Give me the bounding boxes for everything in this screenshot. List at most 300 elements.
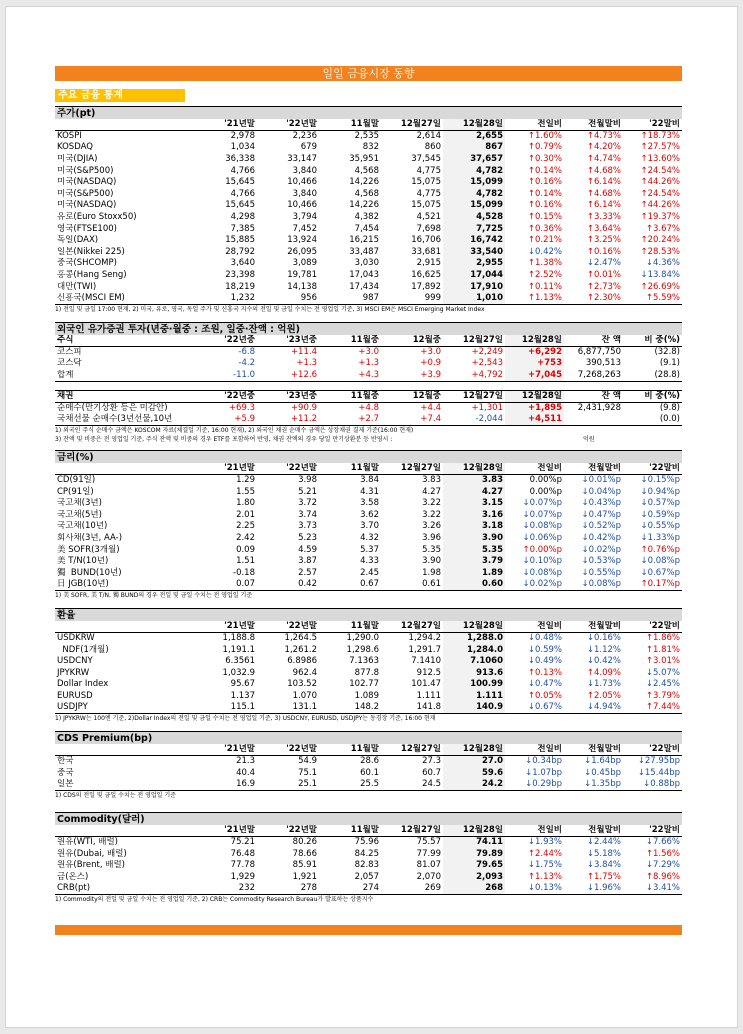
value-cell: 60.1 xyxy=(360,767,379,778)
value-cell: 3.22 xyxy=(422,509,441,520)
value-cell: 6.3561 xyxy=(225,656,255,667)
change-cell: ↑0.79% xyxy=(527,142,562,153)
change-cell: ↓0.47%p xyxy=(581,509,621,520)
change-cell: ↓0.47% xyxy=(527,679,562,690)
column-header: '22년말 xyxy=(257,744,319,756)
rates-section xyxy=(55,450,682,600)
value-cell: 75.96 xyxy=(354,837,379,848)
value-cell: 867 xyxy=(443,142,505,154)
cds-note: 1) CDS의 전일 및 금일 수치는 전 영업일 기준 xyxy=(55,792,176,800)
value-cell: 148.2 xyxy=(319,702,381,714)
value-cell: 85.91 xyxy=(292,860,317,871)
row-label: 코스닥 xyxy=(57,358,82,369)
change-cell: ↓0.55%p xyxy=(640,521,680,532)
foreign-investment-section xyxy=(55,322,682,444)
value-cell: 2,655 xyxy=(443,131,505,143)
value-cell: 25.5 xyxy=(319,779,381,791)
change-cell: ↓0.67%p xyxy=(640,567,680,578)
row-label: 일본(Nikkei 225) xyxy=(57,246,125,257)
row-label: 독일(DAX) xyxy=(57,235,99,246)
value-cell: 2,070 xyxy=(416,871,441,882)
value-cell: 25.1 xyxy=(257,779,319,791)
column-header: '22년중 xyxy=(195,390,257,402)
table-header-row xyxy=(55,119,682,131)
change-cell: ↑0.17%p xyxy=(623,579,682,591)
value-cell: 7,698 xyxy=(416,223,441,234)
value-cell: 15,099 xyxy=(443,200,505,212)
value-cell: 3.98 xyxy=(298,475,317,486)
column-header: 12월28일 xyxy=(443,825,505,837)
change-cell: ↓0.42% xyxy=(527,246,562,257)
value-cell: 3.16 xyxy=(443,509,505,521)
table-header-row xyxy=(55,621,682,633)
value-cell: 4,782 xyxy=(443,189,505,201)
cds-table xyxy=(55,744,682,791)
table-row xyxy=(55,235,682,247)
value-cell: 24.2 xyxy=(443,779,505,791)
table-row xyxy=(55,691,682,703)
column-header: '22년말 xyxy=(257,463,319,475)
change-cell: ↑3.33% xyxy=(586,212,621,223)
stock-section-header: 주가(pt) xyxy=(55,106,682,119)
column-header: '22말비 xyxy=(623,119,682,131)
value-cell: 1,298.6 xyxy=(346,644,379,655)
table-row xyxy=(55,223,682,235)
change-cell: ↓7.66% xyxy=(645,837,680,848)
table-row xyxy=(55,837,682,849)
value-cell: 17,043 xyxy=(349,270,379,281)
change-cell: ↓1.93% xyxy=(527,837,562,848)
change-cell: ↑4.20% xyxy=(586,142,621,153)
value-cell: 832 xyxy=(362,142,379,153)
value-cell: 987 xyxy=(319,293,381,305)
table-row xyxy=(55,633,682,645)
change-cell: ↓0.16% xyxy=(586,633,621,644)
table-row xyxy=(55,667,682,679)
table-row xyxy=(55,860,682,872)
value-cell: 4,382 xyxy=(354,212,379,223)
value-cell: 4,298 xyxy=(230,212,255,223)
column-header: 전일비 xyxy=(505,621,564,633)
column-header: '22말비 xyxy=(623,621,682,633)
change-cell: ↑44.26% xyxy=(640,200,680,211)
value-cell: 35,951 xyxy=(349,154,379,165)
table-row xyxy=(55,521,682,533)
value-cell: 15,645 xyxy=(225,177,255,188)
column-header: 비 중(%) xyxy=(623,390,682,402)
change-cell: ↓1.33%p xyxy=(640,532,680,543)
value-cell: 1.55 xyxy=(236,486,255,497)
value-cell: 4,766 xyxy=(230,188,255,199)
value-cell: 7.1363 xyxy=(349,656,379,667)
value-cell: 5.35 xyxy=(422,544,441,555)
column-header: '21년말 xyxy=(195,621,257,633)
value-cell: 7,725 xyxy=(443,223,505,235)
table-row xyxy=(55,177,682,189)
row-label: 국채선물 순매수(3년선물,10년 xyxy=(55,414,195,426)
row-label: 미국(S&P500) xyxy=(57,188,114,199)
value-cell: 0.07 xyxy=(195,579,257,591)
value-cell: 3.84 xyxy=(360,475,379,486)
value-cell: 15,075 xyxy=(411,177,441,188)
value-cell: -11.0 xyxy=(195,370,257,382)
change-cell: ↑1.56% xyxy=(645,848,680,859)
change-cell: ↑2.30% xyxy=(564,293,623,305)
change-cell: ↑4.68% xyxy=(586,165,621,176)
value-cell: 2,915 xyxy=(416,258,441,269)
change-cell: ↑1.13% xyxy=(527,871,562,882)
stock-table xyxy=(55,119,682,305)
change-cell: ↓1.75% xyxy=(527,860,562,871)
value-cell: 7,385 xyxy=(230,223,255,234)
value-cell: 10,466 xyxy=(287,177,317,188)
value-cell: 4,521 xyxy=(416,212,441,223)
value-cell: 16,742 xyxy=(443,235,505,247)
value-cell: 390,513 xyxy=(585,358,621,369)
change-cell: ↓1.64bp xyxy=(584,756,621,767)
value-cell: 5.37 xyxy=(360,544,379,555)
value-cell: 1,010 xyxy=(443,293,505,305)
value-cell: 14,226 xyxy=(349,177,379,188)
table-header-row xyxy=(55,744,682,756)
value-cell: +0.9 xyxy=(420,358,441,369)
value-cell: 19,781 xyxy=(287,270,317,281)
change-cell: ↑19.37% xyxy=(640,212,680,223)
value-cell: 95.67 xyxy=(230,679,255,690)
table-row xyxy=(55,533,682,545)
value-cell: 54.9 xyxy=(298,756,317,767)
column-header: 12월28일 xyxy=(443,119,505,131)
value-cell: 40.4 xyxy=(236,767,255,778)
table-row xyxy=(55,848,682,860)
table-row xyxy=(55,544,682,556)
value-cell: 3.90 xyxy=(443,533,505,545)
table-header-row xyxy=(55,335,682,347)
change-cell: ↓0.29bp xyxy=(505,779,564,791)
table-row xyxy=(55,756,682,768)
row-label: EURUSD xyxy=(57,690,93,701)
change-cell: ↓2.45% xyxy=(645,679,680,690)
table-row xyxy=(55,883,682,895)
column-header: 11월중 xyxy=(319,390,381,402)
change-cell: ↓3.84% xyxy=(586,860,621,871)
commodity-table xyxy=(55,825,682,895)
value-cell: 79.89 xyxy=(443,848,505,860)
value-cell: 860 xyxy=(424,142,441,153)
header-blank-cell xyxy=(55,744,195,756)
change-cell: ↓0.01%p xyxy=(581,475,621,486)
column-header: 11월말 xyxy=(319,621,381,633)
value-cell: 2,431,928 xyxy=(577,402,621,413)
change-cell: ↑1.60% xyxy=(527,131,562,142)
table-row xyxy=(55,679,682,691)
change-cell: ↓0.13% xyxy=(505,883,564,895)
value-cell: +753 xyxy=(505,358,564,370)
table-row xyxy=(55,200,682,212)
table-row xyxy=(55,370,682,382)
value-cell: 1.111 xyxy=(443,691,505,703)
change-cell: ↑1.13% xyxy=(505,293,564,305)
value-cell: 24.5 xyxy=(381,779,443,791)
change-cell: ↑24.54% xyxy=(640,165,680,176)
change-cell: ↑24.54% xyxy=(640,188,680,199)
value-cell: 1,290.0 xyxy=(346,633,379,644)
value-cell: (32.8) xyxy=(654,347,680,358)
value-cell: 3,640 xyxy=(230,258,255,269)
value-cell: 3,840 xyxy=(292,188,317,199)
column-header: 12월27일 xyxy=(381,744,443,756)
change-cell: ↓0.52%p xyxy=(581,521,621,532)
value-cell: +3.9 xyxy=(381,370,443,382)
value-cell: -2,044 xyxy=(443,414,505,426)
row-label: 영국(FTSE100) xyxy=(57,223,117,234)
fx-note: 1) JPYKRW는 100엔 기준, 2)Dollar Index의 전일 및 금일 수치는 전 영업일 기준, 3) USDCNY, EURUSD, USDJPY는 동경장 기준, 16:00 현재 xyxy=(55,715,436,723)
value-cell: 278 xyxy=(257,883,319,895)
value-cell: 1,261.2 xyxy=(284,644,317,655)
rates-table xyxy=(55,463,682,591)
table-header-row xyxy=(55,463,682,475)
column-header: '21년말 xyxy=(195,744,257,756)
change-cell: ↓0.57%p xyxy=(640,498,680,509)
row-label: 홍콩(Hang Seng) xyxy=(57,270,127,281)
value-cell: 115.1 xyxy=(195,702,257,714)
value-cell: 101.47 xyxy=(411,679,441,690)
value-cell: 6.8986 xyxy=(287,656,317,667)
value-cell: +69.3 xyxy=(228,402,255,413)
value-cell: +6,292 xyxy=(505,347,564,359)
change-cell: ↓0.43%p xyxy=(581,498,621,509)
row-label: 유로(Euro Stoxx50) xyxy=(57,212,137,223)
value-cell: 75.21 xyxy=(230,837,255,848)
value-cell: 3,030 xyxy=(354,258,379,269)
change-cell: ↓0.59% xyxy=(527,644,562,655)
row-label: 獨 BUND(10년) xyxy=(57,567,122,578)
change-cell: ↓7.29% xyxy=(645,860,680,871)
value-cell: 26,095 xyxy=(287,246,317,257)
column-header: 11월말 xyxy=(319,463,381,475)
column-header: '22년중 xyxy=(195,335,257,347)
value-cell: 3.90 xyxy=(422,556,441,567)
change-cell: 0.00%p xyxy=(529,475,562,486)
column-header: '22말비 xyxy=(623,463,682,475)
value-cell: +4.8 xyxy=(358,402,379,413)
value-cell: 76.48 xyxy=(230,848,255,859)
column-header: 잔 액 xyxy=(564,335,623,347)
change-cell: ↑1.86% xyxy=(645,633,680,644)
value-cell: 4,775 xyxy=(416,188,441,199)
change-cell: ↑2.44% xyxy=(527,848,562,859)
value-cell: +11.2 xyxy=(257,414,319,426)
change-cell: ↓5.18% xyxy=(586,848,621,859)
value-cell: +90.9 xyxy=(290,402,317,413)
value-cell: 3.87 xyxy=(298,556,317,567)
report-content xyxy=(55,66,682,904)
fx-table xyxy=(55,621,682,714)
table-header-row xyxy=(55,825,682,837)
value-cell: 15,075 xyxy=(411,200,441,211)
column-header: 11월말 xyxy=(319,744,381,756)
change-cell: ↑0.13% xyxy=(527,667,562,678)
value-cell: 60.7 xyxy=(422,767,441,778)
row-label: KOSDAQ xyxy=(57,142,93,153)
value-cell: 1,188.8 xyxy=(222,633,255,644)
column-header: 12월중 xyxy=(381,390,443,402)
change-cell: ↑3.67% xyxy=(645,223,680,234)
value-cell: 79.65 xyxy=(443,860,505,872)
change-cell: ↓4.94% xyxy=(564,702,623,714)
column-header: 12월27일 xyxy=(443,335,505,347)
row-label: Dollar Index xyxy=(57,679,109,690)
value-cell: 1,929 xyxy=(230,871,255,882)
value-cell: 75.57 xyxy=(416,837,441,848)
change-cell: ↓0.07%p xyxy=(522,509,562,520)
commodity-section-header: Commodity(달러) xyxy=(55,812,682,825)
column-header: '23년중 xyxy=(257,390,319,402)
row-label: 코스피 xyxy=(57,347,82,358)
value-cell: -6.8 xyxy=(238,347,255,358)
table-row xyxy=(55,702,682,714)
change-cell: ↓0.45bp xyxy=(584,767,621,778)
value-cell: 956 xyxy=(257,293,319,305)
value-cell: 14,138 xyxy=(287,281,317,292)
column-header: 전월말비 xyxy=(564,744,623,756)
row-label: 국고채(10년) xyxy=(57,521,108,532)
change-cell: ↑1.81% xyxy=(645,644,680,655)
value-cell: 7,452 xyxy=(292,223,317,234)
change-cell: ↑6.14% xyxy=(586,200,621,211)
value-cell: 14,226 xyxy=(349,200,379,211)
change-cell: ↑7.44% xyxy=(623,702,682,714)
column-header: 채권 xyxy=(55,390,195,402)
value-cell: +4,792 xyxy=(443,370,505,382)
rates-section-header: 금리(%) xyxy=(55,450,682,463)
value-cell: 7,268,263 xyxy=(564,370,623,382)
change-cell: ↓0.08%p xyxy=(522,567,562,578)
value-cell: 1.070 xyxy=(292,690,317,701)
change-cell: ↑18.73% xyxy=(640,131,680,142)
value-cell: +1,301 xyxy=(471,402,503,413)
row-label: CD(91일) xyxy=(57,475,96,486)
value-cell: 3.62 xyxy=(360,509,379,520)
change-cell: ↓2.44% xyxy=(586,837,621,848)
row-label: 일본 xyxy=(55,779,195,791)
change-cell: ↓3.41% xyxy=(623,883,682,895)
row-label: 금(온스) xyxy=(57,871,89,882)
value-cell: 4.31 xyxy=(360,486,379,497)
value-cell: 4,528 xyxy=(443,212,505,224)
column-header: 12월27일 xyxy=(381,119,443,131)
value-cell: 913.6 xyxy=(443,667,505,679)
value-cell: +3.0 xyxy=(358,347,379,358)
change-cell: ↑0.21% xyxy=(527,235,562,246)
change-cell: ↓1.12% xyxy=(586,644,621,655)
change-cell: ↑26.69% xyxy=(640,281,680,292)
value-cell: 1,232 xyxy=(195,293,257,305)
value-cell: +2,543 xyxy=(471,358,503,369)
table-header-row xyxy=(55,390,682,402)
foreign-stock-table xyxy=(55,335,682,382)
change-cell: ↓5.07% xyxy=(645,667,680,678)
row-label: 순매수(만기상환 등은 미감안) xyxy=(57,402,168,413)
report-title: 일일 금융시장 동향 xyxy=(55,66,682,81)
column-header: 전일비 xyxy=(505,825,564,837)
change-cell: ↑0.76%p xyxy=(640,544,680,555)
column-header: 12월27일 xyxy=(443,390,505,402)
value-cell: 1,921 xyxy=(292,871,317,882)
row-label: 합계 xyxy=(55,370,195,382)
column-header: 12월28일 xyxy=(443,621,505,633)
change-cell: ↑1.38% xyxy=(527,258,562,269)
value-cell: 77.78 xyxy=(230,860,255,871)
column-header: 12월중 xyxy=(381,335,443,347)
change-cell: ↓0.67% xyxy=(505,702,564,714)
change-cell: ↓0.08%p xyxy=(564,579,623,591)
value-cell: 100.99 xyxy=(443,679,505,691)
value-cell: 16,706 xyxy=(411,235,441,246)
row-label: 회사채(3년, AA-) xyxy=(57,532,123,543)
value-cell: 4,775 xyxy=(416,165,441,176)
value-cell: 4.32 xyxy=(360,532,379,543)
row-label: 미국(NASDAQ) xyxy=(57,200,117,211)
change-cell: ↑1.75% xyxy=(586,871,621,882)
change-cell: ↓0.08%p xyxy=(522,521,562,532)
foreign-section-header: 외국인 유가증권 투자(년중·월중 : 조원, 일중·잔액 : 억원) xyxy=(55,322,682,335)
column-header: 11월말 xyxy=(319,119,381,131)
change-cell: ↑8.96% xyxy=(645,871,680,882)
change-cell: ↓0.02%p xyxy=(505,579,564,591)
value-cell: 1,294.2 xyxy=(408,633,441,644)
table-row xyxy=(55,556,682,568)
value-cell: 17,434 xyxy=(349,281,379,292)
table-row xyxy=(55,270,682,282)
change-cell: ↓1.35bp xyxy=(564,779,623,791)
value-cell: 2,978 xyxy=(230,131,255,142)
value-cell: 84.25 xyxy=(354,848,379,859)
value-cell: 1.80 xyxy=(236,498,255,509)
change-cell: ↑0.15% xyxy=(527,212,562,223)
table-row xyxy=(55,258,682,270)
change-cell: ↓0.06%p xyxy=(522,532,562,543)
value-cell: 3.22 xyxy=(422,498,441,509)
value-cell: 274 xyxy=(319,883,381,895)
value-cell: 3.79 xyxy=(443,556,505,568)
table-row xyxy=(55,768,682,780)
row-label: 중국(SHCOMP) xyxy=(57,258,117,269)
row-label: 미국(S&P500) xyxy=(57,165,114,176)
table-row xyxy=(55,509,682,521)
column-header: '23년중 xyxy=(257,335,319,347)
value-cell: 0.09 xyxy=(236,544,255,555)
value-cell: 679 xyxy=(300,142,317,153)
table-row xyxy=(55,142,682,154)
change-cell: ↓0.42%p xyxy=(581,532,621,543)
value-cell: 23,398 xyxy=(225,270,255,281)
change-cell: ↓0.07%p xyxy=(522,498,562,509)
change-cell: ↓0.55%p xyxy=(581,567,621,578)
change-cell: ↓0.49% xyxy=(527,656,562,667)
fx-section xyxy=(55,608,682,723)
column-header: 전월말비 xyxy=(564,621,623,633)
value-cell: 1.51 xyxy=(236,556,255,567)
value-cell: 1.89 xyxy=(443,567,505,579)
row-label: 日 JGB(10년) xyxy=(55,579,195,591)
value-cell: 3.70 xyxy=(360,521,379,532)
change-cell: ↑2.73% xyxy=(586,281,621,292)
value-cell: +7,045 xyxy=(505,370,564,382)
value-cell: 3.58 xyxy=(360,498,379,509)
value-cell: 1,284.0 xyxy=(443,644,505,656)
row-label: 美 SOFR(3개월) xyxy=(57,544,120,555)
